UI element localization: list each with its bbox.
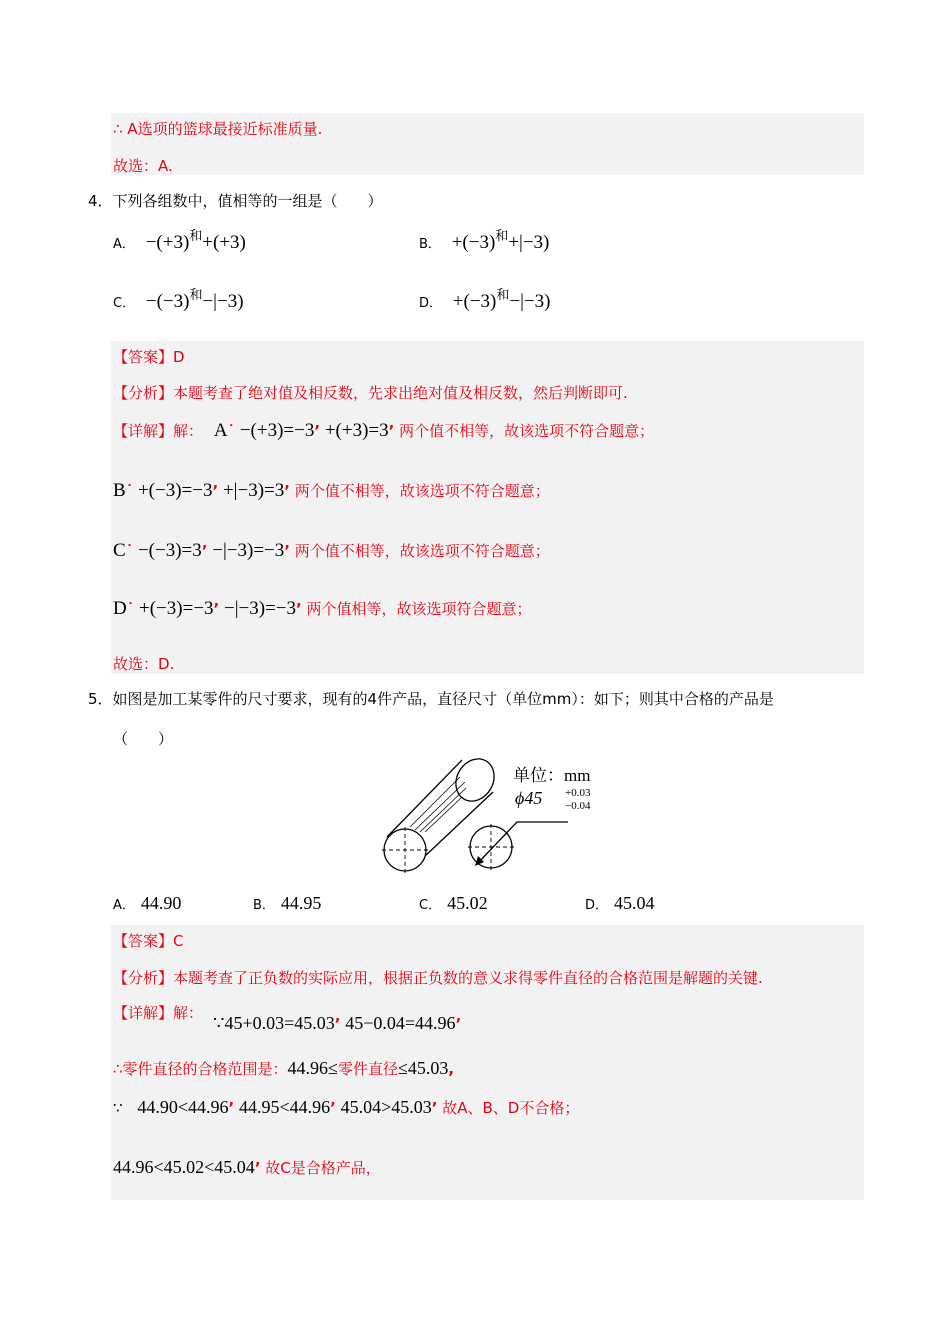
q5-detail-line-2: ∴零件直径的合格范围是：44.96≤零件直径≤45.03, xyxy=(113,1058,455,1078)
because-symbol: ∵ xyxy=(113,1099,123,1117)
detail-letter: C xyxy=(113,540,126,561)
detail-text: 两个值不相等，故该选项不符合题意； xyxy=(294,482,550,500)
detail-intro: 解： xyxy=(173,1004,204,1022)
option-letter: C． xyxy=(113,296,136,311)
detail-intro: 解： xyxy=(173,422,204,440)
q5-detail-line-4: 44.96<45.02<45.04’ 故C是合格产品， xyxy=(113,1157,381,1177)
q4-option-a xyxy=(113,229,246,254)
q5-option-a xyxy=(113,893,181,914)
q4-detail-b: B˙ +(−3)=−3’ +|−3)=3’ 两个值不相等，故该选项不符合题意； xyxy=(113,480,550,501)
q4-number: 4． xyxy=(88,192,113,210)
q4-stem-text: 下列各组数中，值相等的一组是（ ） xyxy=(112,192,383,210)
detail-math: 44.90<44.96 xyxy=(137,1097,229,1117)
q4-detail-d: D˙ +(−3)=−3’ −|−3)=−3’ 两个值相等，故该选项符合题意； xyxy=(113,598,532,619)
figure-unit-label: 单位：mm xyxy=(513,766,591,785)
dimension-leader xyxy=(477,822,568,864)
option-and: 和 xyxy=(496,288,510,303)
detail-math: 44.96<45.02<45.04 xyxy=(113,1157,255,1177)
detail-letter: A xyxy=(213,420,228,441)
q5-stem-paren: （ ） xyxy=(113,730,174,748)
q5-stem xyxy=(88,688,774,709)
phi-symbol: ϕ45 xyxy=(515,788,543,808)
option-expr: +(−3) xyxy=(452,291,497,312)
analysis-text: 本题考查了绝对值及相反数，先求出绝对值及相反数，然后判断即可. xyxy=(173,384,628,402)
detail-letter: D xyxy=(113,598,127,619)
detail-math: −|−3)=−3 xyxy=(224,598,297,619)
analysis-tag: 【分析】 xyxy=(113,384,174,402)
option-value: 45.02 xyxy=(447,893,488,913)
detail-math: ≤45.03 xyxy=(397,1058,449,1078)
option-letter: B． xyxy=(253,898,275,913)
detail-text: 两个值相等，故该选项符合题意； xyxy=(306,600,532,618)
detail-tag: 【详解】 xyxy=(113,1004,174,1022)
option-letter: B． xyxy=(419,237,441,252)
prev-line-1: ∴ A选项的篮球最接近标准质量. xyxy=(113,120,323,138)
option-letter: C． xyxy=(419,898,442,913)
option-expr: −|−3) xyxy=(202,291,244,312)
option-letter: A． xyxy=(113,237,135,252)
option-expr: +(+3) xyxy=(202,232,246,253)
answer-value: C xyxy=(173,932,184,950)
option-letter: D． xyxy=(419,296,443,311)
q4-detail-a: 【详解】解： A˙ −(+3)=−3’ +(+3)=3’ 两个值不相等，故该选项不符合题意； xyxy=(113,420,655,441)
option-and: 和 xyxy=(189,288,203,303)
option-expr: +(−3) xyxy=(451,232,496,253)
answer-tag: 【答案】 xyxy=(113,932,174,950)
cylinder-side xyxy=(387,760,462,837)
q4-analysis xyxy=(113,382,628,403)
tolerance-upper: +0.03 xyxy=(565,787,591,799)
answer-tag: 【答案】 xyxy=(113,348,174,366)
detail-letter: B xyxy=(113,480,126,501)
q4-stem xyxy=(88,190,383,211)
q5-stem-text: 如图是加工某零件的尺寸要求，现有的4件产品，直径尺寸（单位mm）：如下；则其中合格的产品是 xyxy=(112,690,774,708)
option-expr: −(−3) xyxy=(145,291,190,312)
detail-math: −|−3)=−3 xyxy=(212,540,285,561)
q4-detail-c: C˙ −(−3)=3’ −|−3)=−3’ 两个值不相等，故该选项不符合题意； xyxy=(113,540,550,561)
option-value: 44.95 xyxy=(280,893,322,913)
detail-math: 44.96≤ xyxy=(287,1058,338,1078)
q5-detail-tag xyxy=(113,1002,203,1023)
option-letter: A． xyxy=(113,898,135,913)
option-expr: −(+3) xyxy=(145,232,190,253)
q4-option-d xyxy=(419,288,551,313)
option-expr: −|−3) xyxy=(509,291,551,312)
q5-detail-line-3: ∵ 44.90<44.96’ 44.95<44.96’ 45.04>45.03’ 故A、B、D不合格； xyxy=(113,1097,580,1117)
detail-text: 故C是合格产品， xyxy=(265,1159,381,1177)
q5-analysis xyxy=(113,967,763,988)
option-expr: +|−3) xyxy=(508,232,550,253)
figure-tolerance xyxy=(515,788,542,809)
cylinder-shading xyxy=(410,777,460,827)
q4-conclusion: 故选：D. xyxy=(113,655,175,673)
q5-detail-line-1: ∵45+0.03=45.03’ 45−0.04=44.96’ xyxy=(213,1013,462,1033)
detail-math: +(+3)=3 xyxy=(324,420,389,441)
detail-math: 44.95<44.96 xyxy=(238,1097,331,1117)
option-letter: D． xyxy=(585,898,609,913)
q5-answer xyxy=(113,930,184,951)
q4-option-c xyxy=(113,288,244,313)
detail-math: ∵45+0.03=45.03 xyxy=(213,1013,335,1033)
detail-math: −(−3)=3 xyxy=(137,540,202,561)
detail-text: 故A、B、D不合格； xyxy=(442,1099,580,1117)
option-and: 和 xyxy=(495,229,509,244)
q4-option-b xyxy=(419,229,550,254)
detail-math: +(−3)=−3 xyxy=(139,598,214,619)
option-value: 45.04 xyxy=(614,893,655,913)
detail-tag: 【详解】 xyxy=(113,422,174,440)
q5-number: 5． xyxy=(88,690,113,708)
detail-math: 45.04>45.03 xyxy=(340,1097,432,1117)
analysis-text: 本题考查了正负数的实际应用，根据正负数的意义求得零件直径的合格范围是解题的关键. xyxy=(173,969,763,987)
detail-math: 45−0.04=44.96 xyxy=(345,1013,456,1033)
cylinder-shading xyxy=(415,782,465,830)
tolerance-lower: −0.04 xyxy=(565,800,591,812)
detail-text: 零件直径 xyxy=(337,1060,398,1078)
option-and: 和 xyxy=(189,229,203,244)
q4-answer xyxy=(113,346,185,367)
q5-option-d xyxy=(585,893,655,914)
q5-option-b xyxy=(253,893,321,914)
detail-text: ∴零件直径的合格范围是： xyxy=(113,1060,288,1078)
prev-conclusion: 故选：A. xyxy=(113,157,173,175)
detail-math: +(−3)=−3 xyxy=(137,480,213,501)
analysis-tag: 【分析】 xyxy=(113,969,174,987)
cylinder-end-far xyxy=(448,752,501,808)
answer-value: D xyxy=(173,348,185,366)
option-value: 44.90 xyxy=(140,893,182,913)
detail-text: 两个值不相等，故该选项不符合题意； xyxy=(294,542,550,560)
detail-math: −(+3)=−3 xyxy=(239,420,315,441)
detail-text: 两个值不相等，故该选项不符合题意； xyxy=(399,422,655,440)
detail-math: +|−3)=3 xyxy=(222,480,285,501)
q5-option-c xyxy=(419,893,488,914)
